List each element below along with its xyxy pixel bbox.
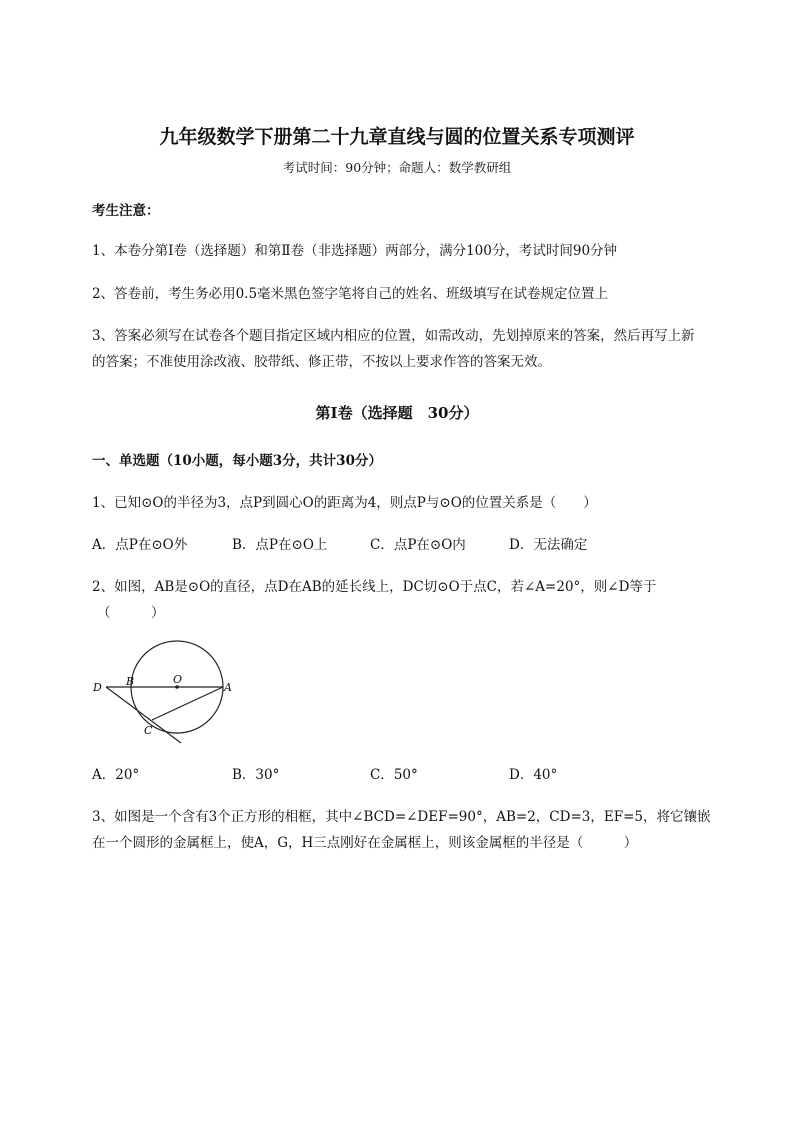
section-title: 第I卷（选择题 30分）: [315, 404, 479, 422]
question-2-option-b[interactable]: B．30°: [232, 767, 280, 783]
question-2-option-d[interactable]: D．40°: [509, 767, 558, 783]
question-2-stem: 2、如图，AB是⊙O的直径，点D在AB的延长线上，DC切⊙O于点C，若∠A=20°，则∠D等于: [92, 579, 657, 595]
question-3-stem: 3、如图是一个含有3个正方形的相框，其中∠BCD=∠DEF=90°，AB=2，CD=3，EF=5，将它镶嵌: [92, 809, 711, 825]
question-1-option-a[interactable]: A．点P在⊙O外: [92, 537, 188, 553]
question-1-stem: 1、已知⊙O的半径为3，点P到圆心O的距离为4，则点P与⊙O的位置关系是（ ）: [92, 495, 597, 511]
note-item-1: 1、本卷分第I卷（选择题）和第Ⅱ卷（非选择题）两部分，满分100分，考试时间90分钟: [92, 243, 618, 259]
note-item-2: 2、答卷前，考生务必用0.5毫米黑色签字笔将自己的姓名、班级填写在试卷规定位置上: [92, 286, 609, 302]
label-a: A: [224, 681, 232, 694]
note-item-3-continued: 的答案；不准使用涂改液、胶带纸、修正带，不按以上要求作答的答案无效。: [92, 354, 551, 370]
notes-heading: 考生注意：: [92, 203, 160, 219]
question-2-stem-blank: （ ）: [97, 605, 165, 621]
question-2-option-c[interactable]: C．50°: [370, 767, 418, 783]
page-title: 九年级数学下册第二十九章直线与圆的位置关系专项测评: [159, 126, 635, 148]
label-o: O: [173, 673, 183, 686]
question-1-option-b[interactable]: B．点P在⊙O上: [232, 537, 328, 553]
question-2-option-a[interactable]: A．20°: [92, 767, 140, 783]
question-3-stem-continued: 在一个圆形的金属框上，使A，G，H三点刚好在金属框上，则该金属框的半径是（ ）: [92, 835, 638, 851]
question-2-figure: [88, 640, 248, 750]
question-1-option-d[interactable]: D．无法确定: [509, 537, 588, 553]
note-item-3: 3、答案必须写在试卷各个题目指定区域内相应的位置，如需改动，先划掉原来的答案，然后再写上新: [92, 328, 695, 344]
label-c: C: [144, 724, 153, 737]
exam-info: 考试时间：90分钟；命题人：数学教研组: [282, 160, 512, 175]
label-d: D: [93, 681, 102, 694]
question-1-option-c[interactable]: C．点P在⊙O内: [370, 537, 466, 553]
part-heading: 一、单选题（10小题，每小题3分，共计30分）: [92, 453, 382, 469]
label-b: B: [126, 675, 135, 688]
chord-ac: [152, 687, 223, 720]
